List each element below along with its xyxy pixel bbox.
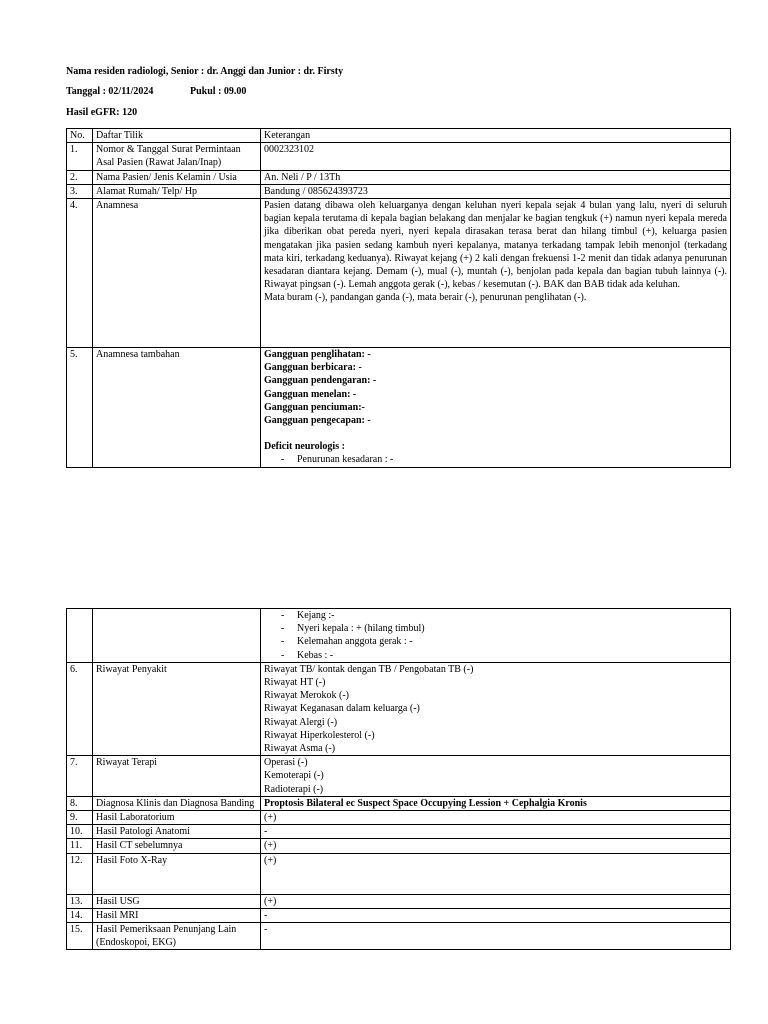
row-no: 8. bbox=[67, 796, 93, 810]
date-text: Tanggal : 02/11/2024 bbox=[66, 86, 154, 97]
history-line: Riwayat TB/ kontak dengan TB / Pengobatan TB (-) bbox=[264, 663, 474, 675]
table-row bbox=[67, 839, 731, 853]
table-row bbox=[67, 811, 731, 825]
row-value: An. Neli / P / 13Th bbox=[261, 170, 731, 184]
row-label: Hasil Laboratorium bbox=[93, 811, 261, 825]
row-value: - bbox=[261, 923, 731, 950]
deficit-item: - Kejang :- bbox=[264, 609, 727, 622]
row-no: 9. bbox=[67, 811, 93, 825]
disorder-line: Gangguan penglihatan: - bbox=[264, 349, 371, 361]
table-row bbox=[67, 796, 731, 810]
therapy-line: Operasi (-) bbox=[264, 757, 308, 769]
anamnesis-cell bbox=[261, 199, 731, 348]
disorder-line: Gangguan berbicara: - bbox=[264, 362, 362, 374]
table-row bbox=[67, 923, 731, 950]
row-label: Hasil CT sebelumnya bbox=[93, 839, 261, 853]
row-label: Hasil Foto X-Ray bbox=[93, 853, 261, 894]
table-row bbox=[67, 184, 731, 198]
time-text: Pukul : 09.00 bbox=[190, 86, 247, 97]
row-label: Riwayat Terapi bbox=[93, 756, 261, 797]
diagnosis-cell bbox=[261, 796, 731, 810]
table-row bbox=[67, 662, 731, 755]
row-no: 2. bbox=[67, 170, 93, 184]
row-label: Nama Pasien/ Jenis Kelamin / Usia bbox=[93, 170, 261, 184]
row-label: Hasil Patologi Anatomi bbox=[93, 825, 261, 839]
therapy-line: Kemoterapi (-) bbox=[264, 770, 324, 782]
disorder-line: Gangguan menelan: - bbox=[264, 388, 357, 400]
row-label: Alamat Rumah/ Telp/ Hp bbox=[93, 184, 261, 198]
history-line: Riwayat Hiperkolesterol (-) bbox=[264, 729, 375, 741]
deficit-item: - Kelemahan anggota gerak : - bbox=[264, 635, 727, 648]
row-no: 10. bbox=[67, 825, 93, 839]
row-no: 11. bbox=[67, 839, 93, 853]
disorder-line: Gangguan pengecapan: - bbox=[264, 415, 371, 427]
row-value: - bbox=[261, 908, 731, 922]
row-no: 7. bbox=[67, 756, 93, 797]
table-row bbox=[67, 143, 731, 170]
row-value: (+) bbox=[261, 811, 731, 825]
table-row bbox=[67, 825, 731, 839]
deficit-item: - Nyeri kepala : + (hilang timbul) bbox=[264, 622, 727, 635]
row-label: Anamnesa tambahan bbox=[93, 348, 261, 468]
table-row bbox=[67, 908, 731, 922]
row-value: (+) bbox=[261, 894, 731, 908]
row-no: 4. bbox=[67, 199, 93, 348]
row-label: Riwayat Penyakit bbox=[93, 662, 261, 755]
row-value: - bbox=[261, 825, 731, 839]
diagnosis-text: Proptosis Bilateral ec Suspect Space Occupying Lession + Cephalgia Kronis bbox=[264, 797, 587, 809]
eye-complaints-text: Mata buram (-), pandangan ganda (-), mata berair (-), penurunan penglihatan (-). bbox=[264, 292, 587, 304]
table-row bbox=[67, 348, 731, 468]
row-no: 6. bbox=[67, 662, 93, 755]
row-value: Bandung / 085624393723 bbox=[261, 184, 731, 198]
row-no: 13. bbox=[67, 894, 93, 908]
table-row bbox=[67, 199, 731, 348]
history-line: Riwayat HT (-) bbox=[264, 677, 326, 689]
history-line: Riwayat Asma (-) bbox=[264, 743, 336, 755]
table-row bbox=[67, 609, 731, 663]
disorder-line: Gangguan penciuman:- bbox=[264, 401, 365, 413]
header-description: Keterangan bbox=[261, 129, 731, 143]
row-no: 3. bbox=[67, 184, 93, 198]
row-label: Hasil Pemeriksaan Penunjang Lain (Endoskopoi, EKG) bbox=[93, 923, 261, 950]
table-row bbox=[67, 853, 731, 894]
row-no: 1. bbox=[67, 143, 93, 170]
therapy-line: Radioterapi (-) bbox=[264, 783, 324, 795]
deficit-item: - Penurunan kesadaran : - bbox=[264, 453, 727, 466]
therapy-history-cell bbox=[261, 756, 731, 797]
checklist-table-part1 bbox=[66, 128, 731, 468]
date-time-line bbox=[66, 86, 246, 98]
row-label: Hasil MRI bbox=[93, 908, 261, 922]
row-label: Nomor & Tanggal Surat Permintaan Asal Pasien (Rawat Jalan/Inap) bbox=[93, 143, 261, 170]
egfr-line: Hasil eGFR: 120 bbox=[66, 107, 138, 118]
row-label: Anamnesa bbox=[93, 199, 261, 348]
checklist-table-part2 bbox=[66, 608, 731, 950]
deficit-title: Deficit neurologis : bbox=[264, 441, 345, 453]
deficit-item: - Kebas : - bbox=[264, 649, 727, 662]
history-line: Riwayat Keganasan dalam keluarga (-) bbox=[264, 703, 420, 715]
disorder-line: Gangguan pendengaran: - bbox=[264, 375, 377, 387]
row-no: 12. bbox=[67, 853, 93, 894]
row-no: 14. bbox=[67, 908, 93, 922]
deficit-continued-cell bbox=[261, 609, 731, 663]
history-line: Riwayat Merokok (-) bbox=[264, 690, 349, 702]
row-label: Diagnosa Klinis dan Diagnosa Banding bbox=[93, 796, 261, 810]
anamnesis-text: Pasien datang dibawa oleh keluarganya dengan keluhan nyeri kepala sejak 4 bulan yang lalu, nyeri di seluruh bagian kepala terutama di kepala bagian belakang dan menjalar ke bagian tengkuk (+) namun nyeri kepala mereda jika diberikan obat pereda nyeri, nyeri kepala dirasakan terasa berat dan hilang timbul (+), keluarga pasien mengatakan jika pasien sedang kambuh nyeri kepalanya, matanya terkadang tampak lebih menonjol (terkadang mata kiri, terkadang keduanya). Riwayat kejang (+) 2 kali dengan frekuensi 1-2 menit dan tidak adanya penurunan kesadaran diantara kejang. Demam (-), mual (-), muntah (-), benjolan pada kepala dan bagian tubuh lainnya (-). Riwayat pingsan (-). Lemah anggota gerak (-), kebas / kesemutan (-). BAK dan BAB tidak ada keluhan. bbox=[264, 200, 727, 291]
row-value: 0002323102 bbox=[261, 143, 731, 170]
table-row bbox=[67, 170, 731, 184]
resident-line: Nama residen radiologi, Senior : dr. Anggi dan Junior : dr. Firsty bbox=[66, 66, 344, 77]
header-no: No. bbox=[67, 129, 93, 143]
row-label: Hasil USG bbox=[93, 894, 261, 908]
table-row bbox=[67, 756, 731, 797]
header-checklist: Daftar Tilik bbox=[93, 129, 261, 143]
row-value: (+) bbox=[261, 839, 731, 853]
table-row bbox=[67, 894, 731, 908]
row-no: 15. bbox=[67, 923, 93, 950]
row-no: 5. bbox=[67, 348, 93, 468]
additional-anamnesis-cell bbox=[261, 348, 731, 468]
history-line: Riwayat Alergi (-) bbox=[264, 716, 338, 728]
table-header-row bbox=[67, 129, 731, 143]
row-value: (+) bbox=[261, 853, 731, 894]
disease-history-cell bbox=[261, 662, 731, 755]
